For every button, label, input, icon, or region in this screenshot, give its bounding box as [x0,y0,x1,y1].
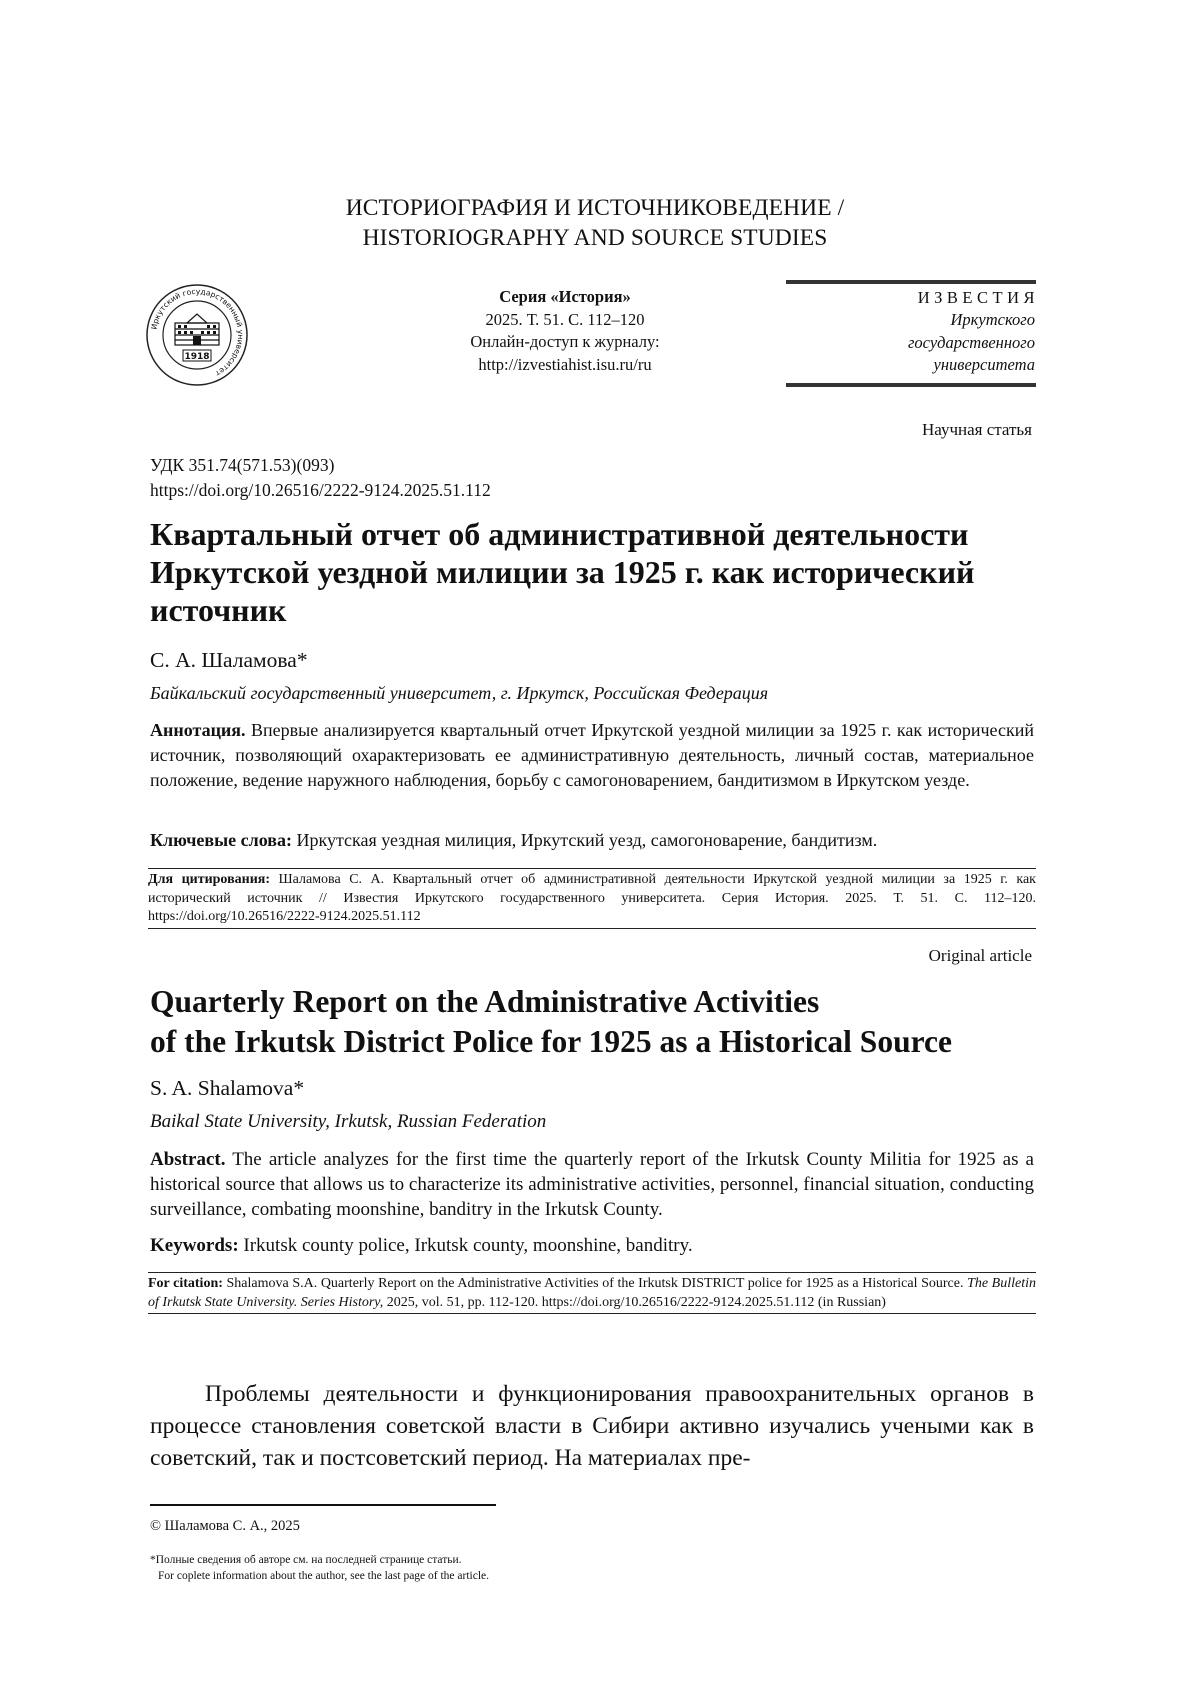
journal-info [400,286,730,376]
masthead-line-1: Иркутского [950,310,1035,329]
keywords-label-ru: Ключевые слова: [150,830,292,850]
author-footnote-ru: *Полные сведения об авторе см. на последней странице статьи. [150,1554,462,1566]
citation-text-en-part2: 2025, vol. 51, pp. 112-120. https://doi.org/10.26516/2222-9124.2025.51.112 (in Russian) [386,1294,886,1310]
author-footnote [150,1552,489,1584]
keywords-ru [150,828,1034,853]
abstract-label-ru: Аннотация. [150,720,246,740]
keywords-text-ru: Иркутская уездная милиция, Иркутский уезд, самогоноварение, бандитизм. [296,830,878,850]
abstract-en [150,1147,1034,1222]
title-ru-line-1: Квартальный отчет об административной деятельности [150,516,969,552]
citation-ru [148,868,1036,929]
keywords-label-en: Keywords: [150,1235,239,1256]
masthead-title: ИЗВЕСТИЯ [917,288,1039,307]
online-access-label: Онлайн-доступ к журналу: [470,332,660,351]
journal-url-link[interactable]: http://izvestiahist.isu.ru/ru [478,354,652,374]
citation-label-en: For citation: [148,1276,223,1291]
article-type-ru: Научная статья [921,420,1032,439]
abstract-text-en: The article analyzes for the first time the quarterly report of the Irkutsk County Militia for 1925 as a historical source that allows us to characterize its administrative activities, personnel, financial situation, conducting surveillance, combating moonshine, banditry in the Irkutsk County. [150,1149,1034,1220]
masthead-line-2: государственного [907,332,1035,352]
copyright-line: © Шаламова С. А., 2025 [150,1518,300,1534]
abstract-text-ru: Впервые анализируется квартальный отчет Иркутской уездной милиции за 1925 г. как исторический источник, позволяющий охарактеризовать ее административную деятельность, личный состав, материальное положение, ведение наружного наблюдения, борьбу с самогоноварением, бандитизмом в Иркутском уезде. [150,720,1034,790]
article-type-en: Original article [928,946,1032,965]
section-heading-en: HISTORIOGRAPHY AND SOURCE STUDIES [362,225,828,251]
abstract-ru [150,718,1034,793]
article-title-en [150,982,1080,1062]
footnote-rule [150,1504,496,1506]
title-ru-line-3: источник [150,592,287,628]
series-name: Серия «История» [499,287,631,306]
title-ru-line-2: Иркутской уездной милиции за 1925 г. как исторический [150,554,975,590]
citation-text-ru: Шаламова С. А. Квартальный отчет об административной деятельности Иркутской уездной милиции за 1925 г. как исторический источник // Известия Иркутского государственного университета. Серия История. 2025. Т. 51. С. 112–120. https://doi.org/10.26516/2222-9124.2025.51.112 [148,872,1036,924]
article-title-ru [150,515,1050,629]
citation-text-en-part1: Shalamova S.A. Quarterly Report on the Administrative Activities of the Irkutsk DISTRICT police for 1925 as a Historical Source. [226,1276,964,1291]
izvestia-masthead [786,280,1039,387]
doi-link-ru[interactable]: https://doi.org/10.26516/2222-9124.2025.51.112 [150,479,491,500]
body-paragraph-text: Проблемы деятельности и функционирования правоохранительных органов в процессе становления советской власти в Сибири активно изучались учеными как в советский, так и постсоветский период. На материалах пре- [150,1381,1034,1471]
svg-text:Иркутский государственный унив: Иркутский государственный университет [149,286,246,379]
masthead-bottom-rule [786,383,1036,387]
body-paragraph [150,1378,1034,1474]
udc-doi-block [150,453,491,502]
section-heading [0,193,1190,253]
title-en-line-2: of the Irkutsk District Police for 1925 as a Historical Source [150,1024,952,1059]
masthead-line-3: университета [933,355,1035,374]
udc-code: УДК 351.74(571.53)(093) [150,455,335,475]
citation-journal-en: The Bulletin of Irkutsk State University. Series History, [148,1276,1036,1310]
keywords-en [150,1233,1034,1258]
affiliation-ru: Байкальский государственный университет, г. Иркутск, Российская Федерация [150,683,769,703]
section-heading-ru: ИСТОРИОГРАФИЯ И ИСТОЧНИКОВЕДЕНИЕ / [345,195,845,221]
abstract-label-en: Abstract. [150,1149,226,1170]
svg-text:1918: 1918 [184,352,210,362]
author-en: S. A. Shalamova* [150,1076,305,1100]
university-emblem-logo [145,283,249,387]
author-ru: С. А. Шаламова* [150,648,308,672]
citation-label-ru: Для цитирования: [148,872,271,887]
title-en-line-1: Quarterly Report on the Administrative Activities [150,984,820,1019]
citation-en [148,1272,1036,1314]
volume-pages: 2025. Т. 51. С. 112–120 [485,309,645,329]
keywords-text-en: Irkutsk county police, Irkutsk county, moonshine, banditry. [243,1235,693,1256]
author-footnote-en: For coplete information about the author, see the last page of the article. [158,1570,490,1582]
affiliation-en: Baikal State University, Irkutsk, Russian Federation [150,1111,547,1132]
